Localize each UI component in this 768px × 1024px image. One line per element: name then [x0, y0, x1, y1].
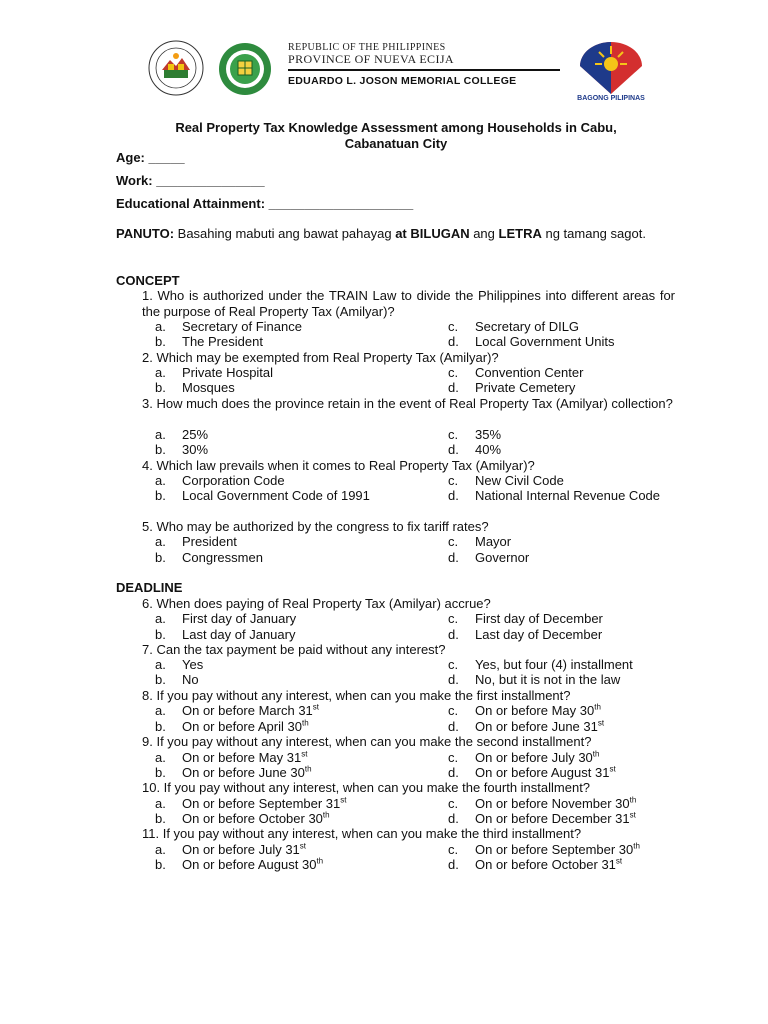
option-text: Mosques — [182, 380, 235, 395]
option-text: Yes, but four (4) installment — [475, 657, 633, 672]
option-letter: c. — [448, 365, 459, 380]
option-text: On or before April 30th — [182, 718, 309, 734]
question-text: 9. If you pay without any interest, when can you make the second installment? — [142, 734, 592, 749]
option-letter: b. — [155, 334, 166, 349]
title-line-2: Cabanatuan City — [344, 136, 448, 151]
option-letter: a. — [155, 796, 166, 811]
option-text: No, but it is not in the law — [475, 672, 621, 687]
option-text: Yes — [182, 657, 204, 672]
option-text: Secretary of Finance — [182, 319, 302, 334]
option-text: On or before March 31st — [182, 702, 320, 718]
option-text: Last day of January — [182, 627, 296, 642]
option-text: No — [182, 672, 199, 687]
option-letter: b. — [155, 627, 166, 642]
option-text: New Civil Code — [475, 473, 564, 488]
option-text: Governor — [475, 550, 530, 565]
option-text: On or before June 30th — [182, 764, 312, 780]
option-letter: c. — [448, 842, 459, 857]
option-text: On or before September 30th — [475, 841, 640, 857]
letterhead-rule — [288, 69, 560, 71]
option-letter: b. — [155, 857, 166, 872]
ordinal-suffix: st — [301, 749, 308, 759]
letterhead — [140, 36, 660, 106]
option-letter: b. — [155, 442, 166, 457]
document-title — [116, 120, 676, 152]
option-text: Congressmen — [182, 550, 263, 565]
option-text: Private Hospital — [182, 365, 274, 380]
option-letter: b. — [155, 550, 166, 565]
ordinal-suffix: th — [629, 795, 637, 805]
instructions-label: PANUTO: — [116, 226, 175, 241]
ordinal-suffix: th — [316, 856, 324, 866]
option-text: Local Government Units — [475, 334, 615, 349]
option-letter: b. — [155, 719, 166, 734]
option-letter: b. — [155, 811, 166, 826]
option-letter: c. — [448, 703, 459, 718]
option-text: The President — [182, 334, 263, 349]
option-letter: d. — [448, 380, 459, 395]
ordinal-suffix: st — [615, 856, 623, 866]
ordinal-suffix: st — [609, 764, 616, 774]
option-text: 30% — [182, 442, 209, 457]
instructions-text-1: Basahing mabuti ang bawat pahayag — [174, 226, 396, 241]
option-letter: d. — [448, 719, 459, 734]
option-text: Local Government Code of 1991 — [182, 488, 370, 503]
option-letter: a. — [155, 473, 166, 488]
option-letter: b. — [155, 488, 166, 503]
option-letter: c. — [448, 473, 459, 488]
ordinal-suffix: th — [322, 810, 330, 820]
option-letter: b. — [155, 672, 166, 687]
option-letter: d. — [448, 442, 459, 457]
option-text: Convention Center — [475, 365, 584, 380]
option-letter: a. — [155, 703, 166, 718]
option-text: On or before June 31st — [475, 718, 605, 734]
option-text: On or before December 31st — [475, 810, 636, 826]
option-text: On or before July 31st — [182, 841, 307, 857]
option-text: First day of December — [475, 611, 603, 626]
bagong-pilipinas-logo — [570, 36, 652, 102]
college-seal-logo — [218, 42, 272, 96]
option-text: Private Cemetery — [475, 380, 576, 395]
option-letter: c. — [448, 427, 459, 442]
college-name: EDUARDO L. JOSON MEMORIAL COLLEGE — [288, 75, 517, 87]
option-letter: a. — [155, 365, 166, 380]
province-seal-logo — [148, 40, 204, 96]
option-letter: c. — [448, 796, 459, 811]
option-letter: c. — [448, 611, 459, 626]
option-text: Secretary of DILG — [475, 319, 580, 334]
option-text: On or before May 30th — [475, 702, 601, 718]
option-text: On or before October 30th — [182, 810, 330, 826]
education-field: Educational Attainment: ____________________ — [116, 196, 414, 211]
instructions-bold-2: LETRA — [498, 226, 542, 241]
option-letter: d. — [448, 765, 459, 780]
instructions — [116, 226, 675, 242]
ordinal-suffix: st — [299, 841, 307, 851]
title-line-1: Real Property Tax Knowledge Assessment among Households in Cabu, — [175, 120, 617, 135]
ordinal-suffix: st — [340, 795, 347, 805]
option-text: 40% — [475, 442, 502, 457]
instructions-text-3: ng tamang sagot. — [541, 226, 646, 241]
option-letter: d. — [448, 811, 459, 826]
option-text: National Internal Revenue Code — [475, 488, 661, 503]
ordinal-suffix: st — [629, 810, 636, 820]
option-text: Mayor — [475, 534, 512, 549]
question-text: 5. Who may be authorized by the congress to fix tariff rates? — [142, 519, 489, 534]
option-letter: a. — [155, 319, 166, 334]
option-text: On or before August 31st — [475, 764, 616, 780]
option-text: On or before May 31st — [182, 749, 308, 765]
option-text: 25% — [182, 427, 209, 442]
option-letter: a. — [155, 534, 166, 549]
option-letter: a. — [155, 750, 166, 765]
option-letter: c. — [448, 750, 459, 765]
ordinal-suffix: st — [312, 702, 320, 712]
instructions-bold-1: at BILUGAN — [395, 226, 470, 241]
option-letter: b. — [155, 765, 166, 780]
option-letter: d. — [448, 627, 459, 642]
option-letter: a. — [155, 611, 166, 626]
section-concept: CONCEPT — [116, 273, 180, 288]
ordinal-suffix: th — [304, 764, 312, 774]
option-text: On or before October 31st — [475, 856, 623, 872]
option-text: First day of January — [182, 611, 297, 626]
option-letter: d. — [448, 550, 459, 565]
option-letter: b. — [155, 380, 166, 395]
option-text: Corporation Code — [182, 473, 285, 488]
question-text: 8. If you pay without any interest, when can you make the first installment? — [142, 688, 571, 703]
option-letter: c. — [448, 534, 459, 549]
option-text: Last day of December — [475, 627, 603, 642]
letterhead-text — [288, 42, 560, 87]
ordinal-suffix: th — [594, 702, 601, 712]
question-text: 1. Who is authorized under the TRAIN Law to divide the Philippines into different areas for the purpose of Real Property Tax (Amilyar)? — [142, 288, 675, 319]
option-text: President — [182, 534, 237, 549]
question-text: 4. Which law prevails when it comes to Real Property Tax (Amilyar)? — [142, 458, 535, 473]
option-letter: d. — [448, 488, 459, 503]
instructions-text-2: ang — [469, 226, 499, 241]
question-text: 2. Which may be exempted from Real Property Tax (Amilyar)? — [142, 350, 499, 365]
option-text: On or before November 30th — [475, 795, 637, 811]
option-text: On or before August 30th — [182, 856, 324, 872]
question-text: 10. If you pay without any interest, when can you make the fourth installment? — [142, 780, 591, 795]
option-text: On or before July 30th — [475, 749, 600, 765]
option-letter: d. — [448, 857, 459, 872]
age-field: Age: _____ — [116, 150, 185, 165]
ordinal-suffix: th — [633, 841, 640, 851]
ordinal-suffix: th — [301, 718, 309, 728]
option-letter: a. — [155, 657, 166, 672]
option-text: 35% — [475, 427, 502, 442]
ordinal-suffix: st — [597, 718, 605, 728]
option-letter: d. — [448, 672, 459, 687]
question-text: 7. Can the tax payment be paid without any interest? — [142, 642, 446, 657]
flag-caption: BAGONG PILIPINAS — [577, 95, 645, 102]
ordinal-suffix: th — [592, 749, 600, 759]
province-line: PROVINCE OF NUEVA ECIJA — [288, 52, 454, 66]
question-text: 11. If you pay without any interest, when can you make the third installment? — [142, 826, 582, 841]
option-letter: d. — [448, 334, 459, 349]
question-text: 6. When does paying of Real Property Tax (Amilyar) accrue? — [142, 596, 491, 611]
work-field: Work: _______________ — [116, 173, 265, 188]
option-letter: a. — [155, 427, 166, 442]
option-letter: c. — [448, 657, 459, 672]
option-letter: c. — [448, 319, 459, 334]
republic-line: REPUBLIC OF THE PHILIPPINES — [288, 42, 446, 53]
option-letter: a. — [155, 842, 166, 857]
option-text: On or before September 31st — [182, 795, 347, 811]
section-deadline: DEADLINE — [116, 580, 183, 595]
question-text: 3. How much does the province retain in the event of Real Property Tax (Amilyar) collection? — [142, 396, 673, 411]
